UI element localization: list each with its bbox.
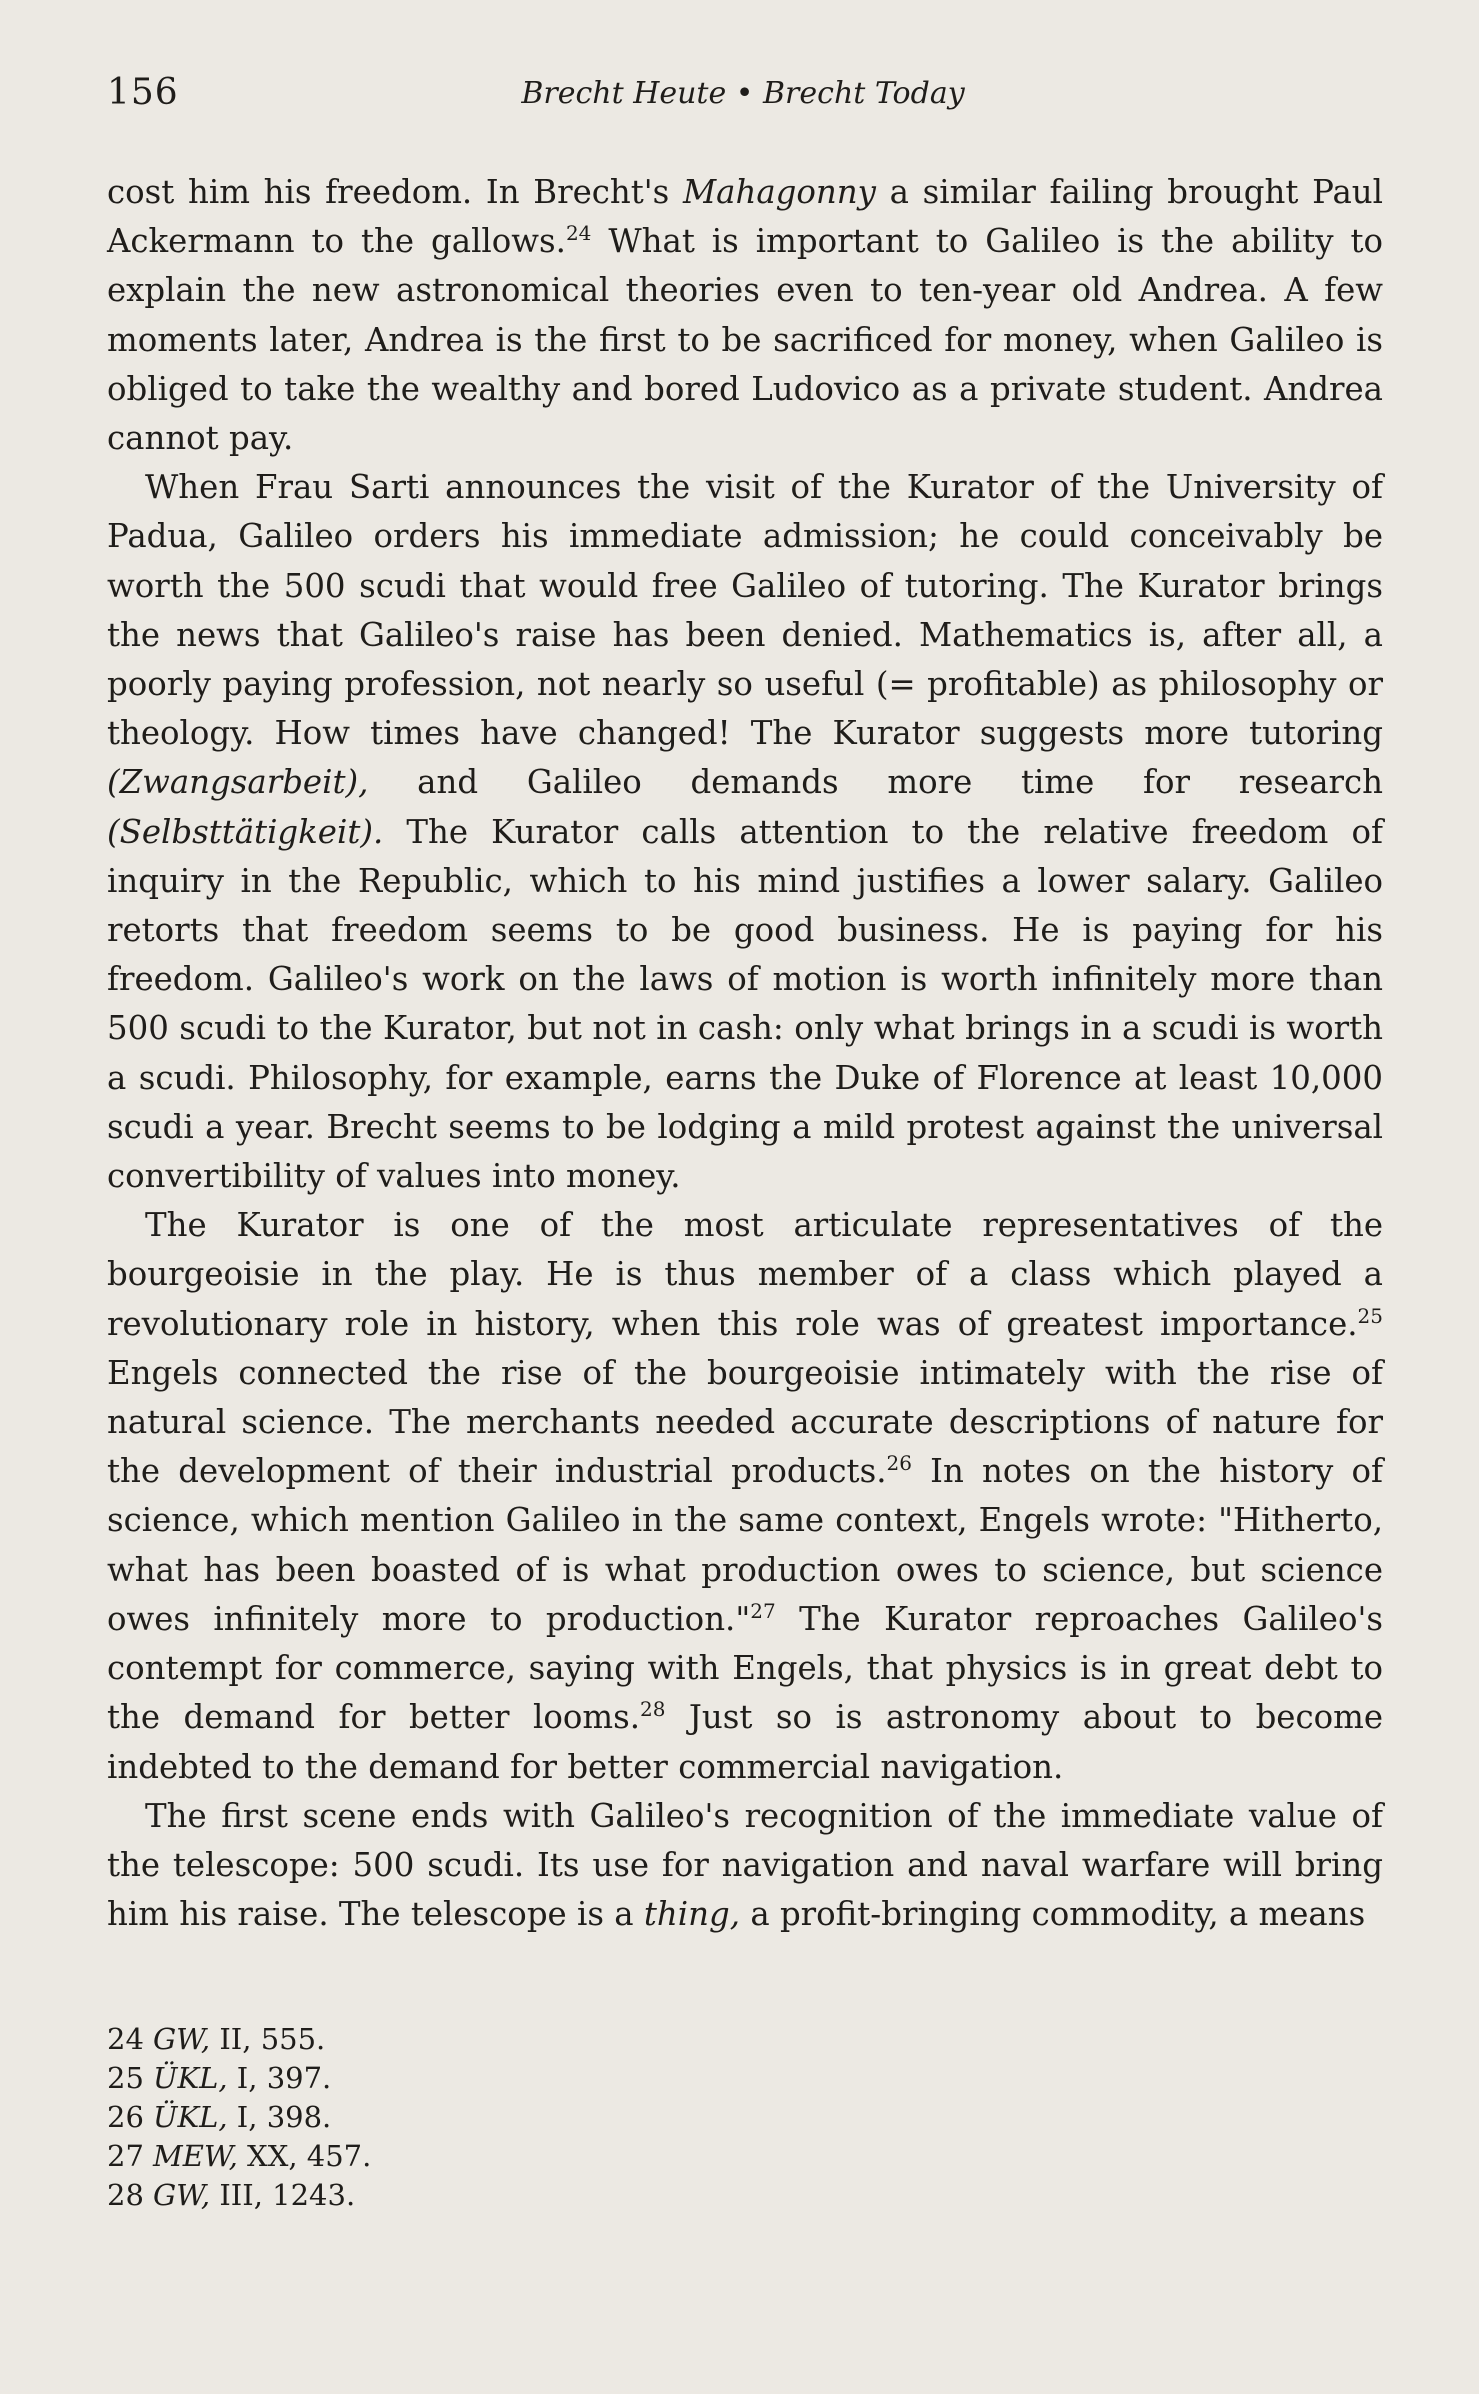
text-run: What is important to Galileo is the ability to explain the new astronomical theories even to ten-year old Andrea. A few moments later, Andrea is the first to be sacrificed for money, when Galileo is obliged to take the wealthy and bored Ludovico as a private student. Andrea cannot pay. bbox=[107, 222, 1383, 458]
footnote-reference: 24 bbox=[565, 221, 592, 246]
text-run: The first scene ends with Galileo's recognition of the immediate value of the telescope: 500 scudi. Its use for navigation and naval warfare will bring him his raise. The telescope is a bbox=[107, 1796, 1383, 1934]
footnote-text bbox=[153, 2137, 371, 2176]
footnote-reference: 27 bbox=[750, 1599, 776, 1624]
running-title: Brecht Heute • Brecht Today bbox=[521, 76, 965, 111]
footnote-number: 26 bbox=[107, 2100, 144, 2134]
footnote bbox=[107, 2020, 1107, 2059]
text-run: Just so is astronomy about to become indebted to the demand for better commercial navigation. bbox=[107, 1698, 1383, 1786]
text-run: The Kurator is one of the most articulate representatives of the bourgeoisie in the play. He is thus member of a class which played a revolutionary role in history, when this role was of greatest importance. bbox=[107, 1206, 1383, 1343]
footnote-number: 28 bbox=[107, 2178, 144, 2212]
footnote bbox=[107, 2176, 1107, 2215]
footnote-number: 24 bbox=[107, 2022, 144, 2056]
text-run: a profit-bringing commodity, a means bbox=[740, 1895, 1366, 1934]
footnote-citation: III, 1243. bbox=[210, 2178, 356, 2212]
footnote-citation: II, 555. bbox=[210, 2022, 326, 2056]
text-run: Engels connected the rise of the bourgeoisie intimately with the rise of natural science. The merchants needed accurate descriptions of nature for the development of their industrial products. bbox=[107, 1353, 1383, 1491]
text-run: a similar failing brought Paul Ackermann to the gallows. bbox=[107, 173, 1383, 261]
footnote-source: GW, bbox=[153, 2022, 211, 2056]
footnote-number: 25 bbox=[107, 2061, 144, 2095]
text-run: The Kurator reproaches Galileo's contempt for commerce, saying with Engels, that physics is in great debt to the demand for better looms. bbox=[107, 1599, 1383, 1737]
text-run: In notes on the history of science, which mention Galileo in the same context, Engels wrote: "Hitherto, what has been boasted of is what production owes to science, but science owes infinitely more to production." bbox=[107, 1452, 1383, 1638]
text-run: cost him his freedom. In Brecht's bbox=[107, 173, 683, 211]
footnote bbox=[107, 2137, 1107, 2176]
footnote-reference: 28 bbox=[640, 1697, 666, 1722]
footnote-citation: I, 397. bbox=[227, 2061, 332, 2095]
text-run: and Galileo demands more time for research bbox=[368, 763, 1383, 802]
italic-text: (Selbsttätigkeit). bbox=[107, 812, 384, 851]
footnote-citation: I, 398. bbox=[227, 2100, 332, 2134]
paragraph bbox=[107, 168, 1383, 463]
footnote-text bbox=[153, 2098, 331, 2137]
footnote-reference: 25 bbox=[1357, 1303, 1383, 1328]
running-head bbox=[107, 72, 1379, 122]
footnote-reference: 26 bbox=[886, 1451, 912, 1476]
footnotes bbox=[107, 2020, 1107, 2215]
footnote-citation: XX, 457. bbox=[237, 2139, 372, 2173]
footnote-source: GW, bbox=[153, 2178, 211, 2212]
italic-text: (Zwangsarbeit), bbox=[107, 763, 369, 802]
text-run: The Kurator calls attention to the relative freedom of inquiry in the Republic, which to his mind justifies a lower salary. Galileo retorts that freedom seems to be good business. He is paying for his freedom. Galileo's work on the laws of motion is worth infinitely more than 500 scudi to the Kurator, but not in cash: only what brings in a scudi is worth a scudi. Philosophy, for example, earns the Duke of Florence at least 10,000 scudi a year. Brecht seems to be lodging a mild protest against the universal convertibility of values into money. bbox=[107, 812, 1383, 1196]
paragraph bbox=[107, 1792, 1383, 1940]
footnote-text bbox=[153, 2176, 355, 2215]
body-text bbox=[107, 168, 1383, 1939]
footnote bbox=[107, 2059, 1107, 2098]
footnote-number: 27 bbox=[107, 2139, 144, 2173]
footnote-source: MEW, bbox=[153, 2139, 238, 2173]
italic-text: thing, bbox=[643, 1895, 741, 1934]
footnote bbox=[107, 2098, 1107, 2137]
footnote-text bbox=[153, 2020, 325, 2059]
footnote-source: ÜKL, bbox=[153, 2100, 228, 2134]
page-number: 156 bbox=[107, 72, 179, 113]
paragraph bbox=[107, 463, 1383, 1201]
italic-text: Mahagonny bbox=[683, 173, 876, 211]
paragraph bbox=[107, 1201, 1383, 1791]
footnote-text bbox=[153, 2059, 331, 2098]
text-run: When Frau Sarti announces the visit of the Kurator of the University of Padua, Galileo orders his immediate admission; he could conceivably be worth the 500 scudi that would free Galileo of tutoring. The Kurator brings the news that Galileo's raise has been denied. Mathematics is, after all, a poorly paying profession, not nearly so useful (= profitable) as philosophy or theology. How times have changed! The Kurator suggests more tutoring bbox=[107, 468, 1383, 753]
footnote-source: ÜKL, bbox=[153, 2061, 228, 2095]
